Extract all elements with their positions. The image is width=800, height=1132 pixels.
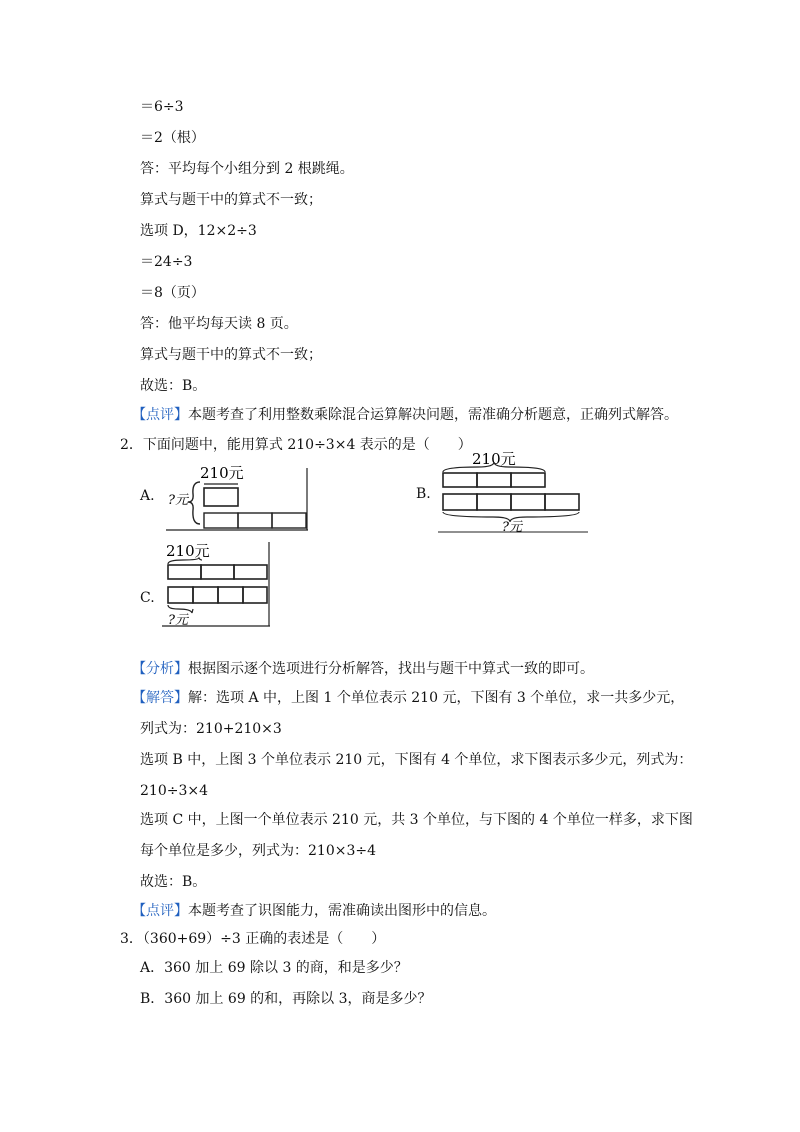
- text-line: 每个单位是多少，列式为：210×3÷4: [140, 843, 376, 859]
- text-line: ＝2（根）: [140, 130, 205, 146]
- question-3-stem: 3．（360+69）÷3 正确的表述是（ ）: [120, 931, 386, 947]
- text-line: 选项 B 中，上图 3 个单位表示 210 元，下图有 4 个单位，求下图表示多少元，列式为：: [140, 752, 693, 768]
- diagram-a-top-label: 210元: [200, 464, 244, 482]
- analysis: [132, 659, 594, 679]
- diagram-b: [438, 448, 588, 534]
- text-line: 选项 C 中，上图一个单位表示 210 元，共 3 个单位，与下图的 4 个单位一样多，求下图: [140, 812, 693, 828]
- analysis-tag: 【分析】: [132, 661, 188, 677]
- text-line: 答：平均每个小组分到 2 根跳绳。: [140, 161, 354, 177]
- review-2: [132, 901, 496, 921]
- review-tag: 【点评】: [132, 903, 188, 919]
- diagram-c-question-label: ?元: [168, 613, 188, 628]
- text-line: 故选：B。: [140, 874, 207, 890]
- diagram-a: [160, 462, 310, 532]
- question-3-option-a: A．360 加上 69 除以 3 的商，和是多少？: [140, 960, 408, 976]
- text-line: ＝6÷3: [140, 99, 184, 115]
- text-line: 算式与题干中的算式不一致；: [140, 347, 322, 363]
- diagram-b-top-label: 210元: [472, 450, 516, 468]
- text-line: 210÷3×4: [140, 783, 208, 799]
- diagram-b-question-label: ?元: [502, 520, 522, 534]
- review-text: 本题考查了利用整数乘除混合运算解决问题，需准确分析题意，正确列式解答。: [188, 407, 678, 423]
- solution-text: 解：选项 A 中，上图 1 个单位表示 210 元，下图有 3 个单位，求一共多少元，: [188, 690, 685, 706]
- question-2-stem: 2．下面问题中，能用算式 210÷3×4 表示的是（ ）: [120, 437, 472, 453]
- option-a-label: A.: [140, 488, 155, 504]
- review-tag: 【点评】: [132, 407, 188, 423]
- analysis-text: 根据图示逐个选项进行分析解答，找出与题干中算式一致的即可。: [188, 661, 594, 677]
- option-b-label: B.: [416, 486, 431, 502]
- diagram-a-question-label: ?元: [168, 493, 188, 508]
- diagram-c-top-label: 210元: [166, 542, 210, 560]
- text-line: 故选：B。: [140, 378, 207, 394]
- text-line: 算式与题干中的算式不一致；: [140, 192, 322, 208]
- option-c-label: C.: [140, 590, 155, 606]
- text-line: ＝24÷3: [140, 254, 193, 270]
- text-line: ＝8（页）: [140, 285, 205, 301]
- diagram-c: [158, 540, 272, 628]
- text-line: 答：他平均每天读 8 页。: [140, 316, 298, 332]
- solution: [132, 688, 684, 708]
- review-1: [132, 405, 678, 425]
- question-3-option-b: B．360 加上 69 的和，再除以 3，商是多少？: [140, 991, 432, 1007]
- review-text: 本题考查了识图能力，需准确读出图形中的信息。: [188, 903, 496, 919]
- text-line: 选项 D，12×2÷3: [140, 223, 257, 239]
- solution-tag: 【解答】: [132, 690, 188, 706]
- text-line: 列式为：210+210×3: [140, 721, 282, 737]
